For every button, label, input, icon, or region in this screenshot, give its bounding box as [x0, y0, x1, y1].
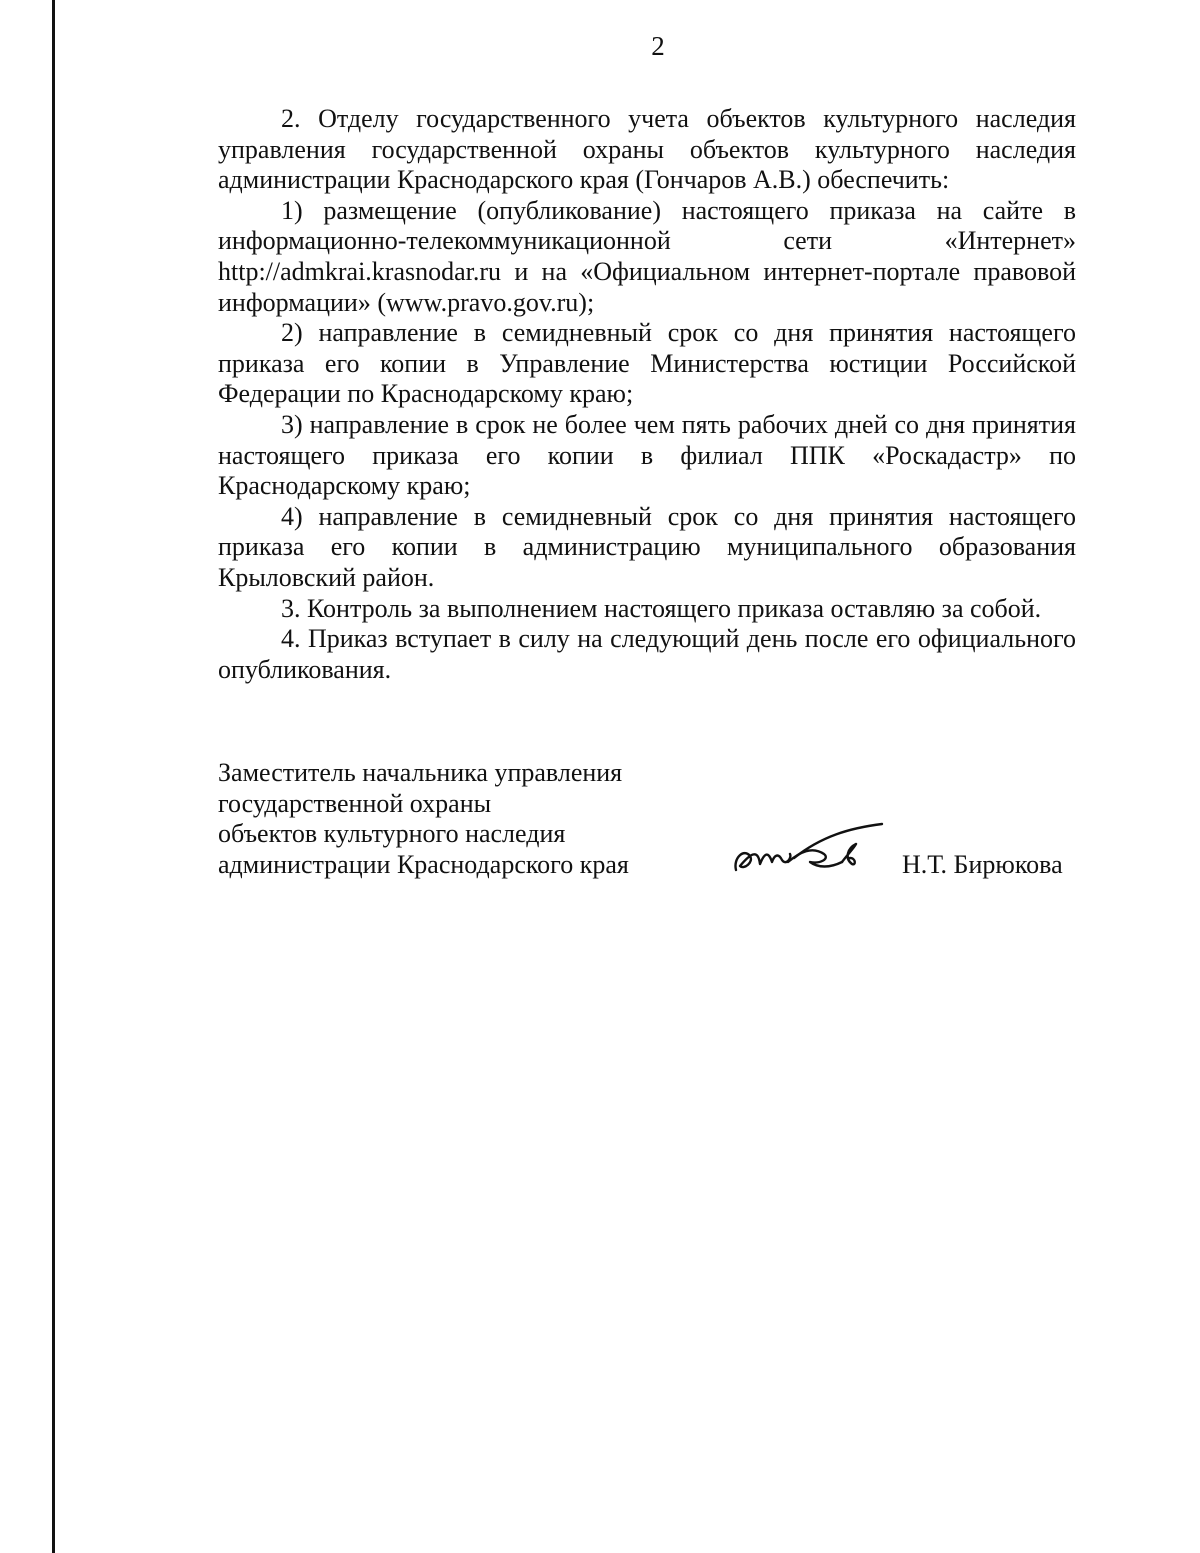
scan-edge-line	[52, 0, 55, 1553]
signature-block	[218, 758, 1098, 888]
signer-position-line: объектов культурного наследия	[218, 819, 566, 849]
paragraph-item-4-effective-date: 4. Приказ вступает в силу на следующий день после его официального опубликования.	[218, 624, 1076, 684]
handwritten-signature-icon	[730, 818, 886, 878]
subitem-3-roskadastr: 3) направление в срок не более чем пять рабочих дней со дня принятия настоящего приказа его копии в филиал ППК «Роскадастр» по Краснодарскому краю;	[218, 409, 1076, 501]
page-number: 2	[651, 31, 665, 61]
subitem-1-publication: 1) размещение (опубликование) настоящего приказа на сайте в информационно-телекоммуникационной сети «Интернет» http://admkrai.krasnodar.ru и на «Официальном интернет-портале правовой информации» (www.pravo.gov.ru);	[218, 195, 1076, 317]
subitem-4-municipal-administration: 4) направление в семидневный срок со дня принятия настоящего приказа его копии в администрацию муниципального образования Крыловский район.	[218, 501, 1076, 592]
signer-name: Н.Т. Бирюкова	[902, 850, 1063, 879]
document-body	[218, 104, 1076, 685]
signer-position-line: государственной охраны	[218, 788, 492, 818]
paragraph-item-3-control: 3. Контроль за выполнением настоящего приказа оставляю за собой.	[281, 593, 1042, 623]
paragraph-item-2: 2. Отделу государственного учета объектов культурного наследия управления государственной охраны объектов культурного наследия администрации Краснодарского края (Гончаров А.В.) обеспечить:	[218, 104, 1076, 195]
subitem-2-ministry-of-justice: 2) направление в семидневный срок со дня принятия настоящего приказа его копии в Управление Министерства юстиции Российской Федерации по Краснодарскому краю;	[218, 318, 1076, 409]
signer-position-line: администрации Краснодарского края	[218, 849, 629, 879]
signer-position	[218, 758, 688, 880]
signer-position-line: Заместитель начальника управления	[218, 758, 623, 787]
